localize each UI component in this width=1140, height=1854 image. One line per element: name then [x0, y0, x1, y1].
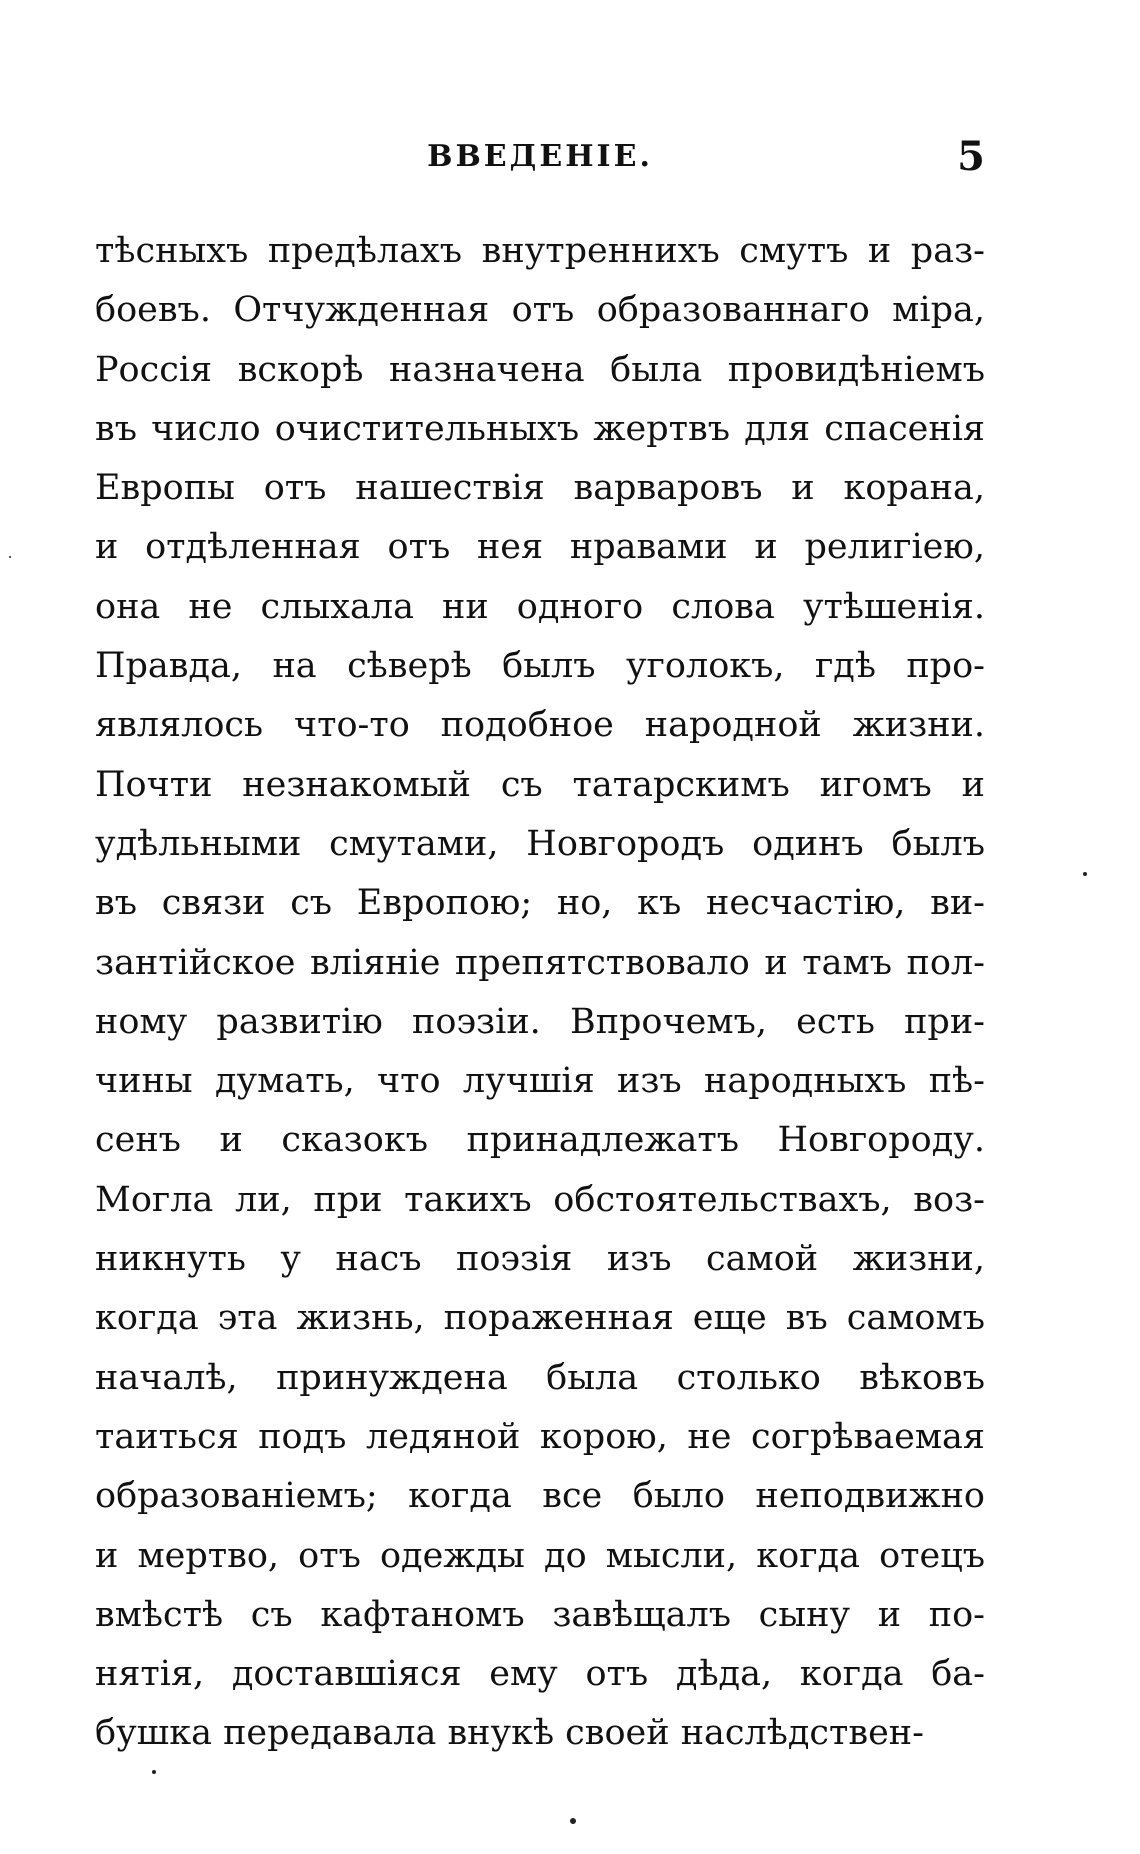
text-line: тѣсныхъ предѣлахъ внутреннихъ смутъ и раз- [95, 231, 985, 271]
text-line: въ число очистительныхъ жертвъ для спасенія [95, 408, 985, 449]
text-line: началѣ, принуждена была столько вѣковъ [95, 1357, 985, 1398]
text-line: нятія, доставшіяся ему отъ дѣда, когда ба- [95, 1654, 985, 1695]
text-line: Россія вскорѣ назначена была провидѣніемъ [95, 349, 985, 390]
text-line: Правда, на сѣверѣ былъ уголокъ, гдѣ про- [95, 646, 985, 687]
text-line: удѣльными смутами, Новгородъ одинъ былъ [95, 823, 985, 864]
page-number: 5 [957, 133, 985, 180]
text-line: чины думать, что лучшія изъ народныхъ пѣ- [95, 1061, 985, 1102]
text-line: являлось что-то подобное народной жизни. [95, 705, 985, 746]
text-line: она не слыхала ни одного слова утѣшенія. [95, 586, 985, 627]
ink-speck [1083, 872, 1087, 876]
text-line: и мертво, отъ одежды до мысли, когда отецъ [95, 1535, 985, 1576]
text-line: и отдѣленная отъ нея нравами и религіею, [95, 527, 985, 568]
text-line: въ связи съ Европою; но, къ несчастію, ви- [95, 883, 985, 924]
running-head [95, 132, 985, 182]
text-line: Почти незнакомый съ татарскимъ игомъ и [95, 764, 985, 805]
text-line: вмѣстѣ съ кафтаномъ завѣщалъ сыну и по- [95, 1594, 985, 1635]
body-text [95, 222, 985, 1764]
text-line: боевъ. Отчужденная отъ образованнаго міра, [95, 290, 985, 331]
text-line: никнуть у насъ поэзія изъ самой жизни, [95, 1239, 985, 1280]
text-line: Могла ли, при такихъ обстоятельствахъ, воз- [95, 1179, 985, 1220]
text-line: когда эта жизнь, пораженная еще въ самомъ [95, 1298, 985, 1339]
text-line: бушка передавала внукѣ своей наслѣдствен- [95, 1713, 924, 1754]
ink-speck [570, 1818, 576, 1824]
ink-speck [9, 556, 11, 558]
text-line: таиться подъ ледяной корою, не согрѣваемая [95, 1416, 985, 1457]
chapter-title: ВВЕДЕНІЕ. [427, 139, 653, 174]
text-line: ному развитію поэзіи. Впрочемъ, есть при- [95, 1001, 985, 1042]
text-line: Европы отъ нашествія варваровъ и корана, [95, 468, 985, 509]
text-line: зантійское вліяніе препятствовало и тамъ пол- [95, 942, 985, 983]
text-line: образованіемъ; когда все было неподвижно [95, 1476, 985, 1517]
ink-speck [152, 1770, 156, 1774]
text-line: сенъ и сказокъ принадлежатъ Новгороду. [95, 1120, 985, 1161]
